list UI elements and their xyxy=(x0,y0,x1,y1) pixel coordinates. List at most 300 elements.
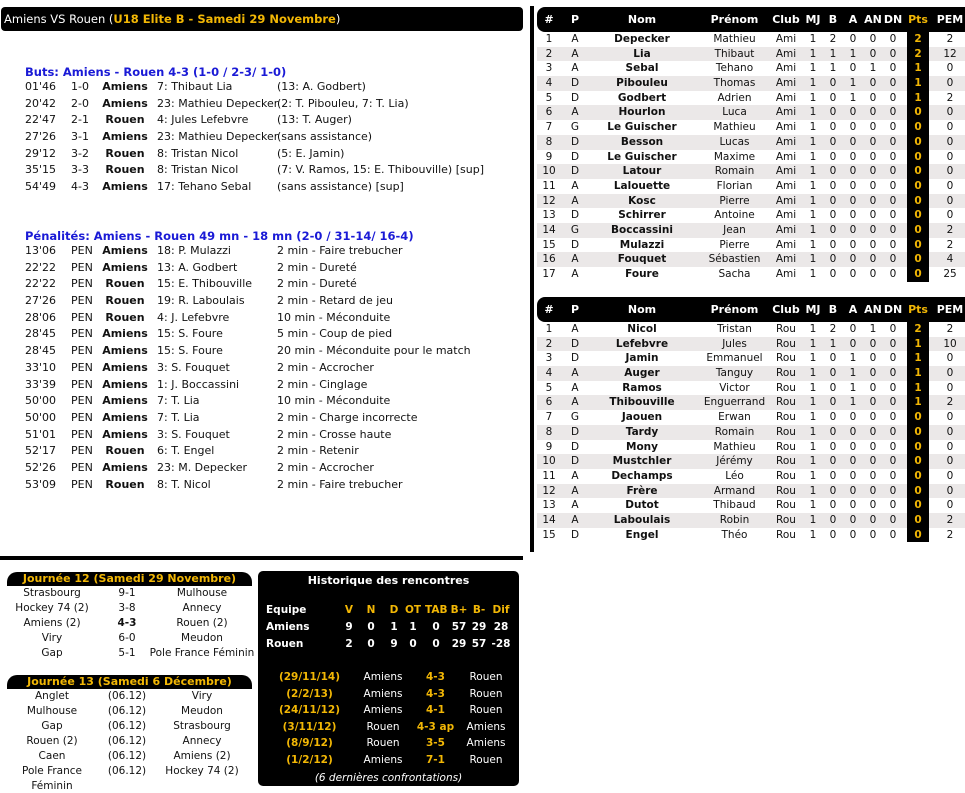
time: 51'01 xyxy=(25,427,57,441)
history-panel xyxy=(258,571,519,786)
dn: 0 xyxy=(889,396,897,409)
assists: 1 xyxy=(849,381,857,394)
last-name: Jaouen xyxy=(621,411,663,424)
points: 1 xyxy=(907,61,929,76)
club: Rou xyxy=(776,411,796,424)
penalty-row xyxy=(25,243,505,260)
position: D xyxy=(570,238,580,251)
time: 13'06 xyxy=(25,244,57,257)
assists: 0 xyxy=(849,209,857,222)
pem: 0 xyxy=(935,425,965,440)
team: Amiens xyxy=(102,410,148,424)
pem: 12 xyxy=(935,47,965,62)
team: Amiens xyxy=(102,327,148,341)
player: 7: Thibaut Lia xyxy=(157,80,233,93)
stat: 1 xyxy=(409,621,417,633)
header-points: Pts xyxy=(908,13,928,26)
club: Rou xyxy=(776,381,796,394)
an: 0 xyxy=(869,513,877,526)
first-name: Lucas xyxy=(719,135,750,148)
score: PEN xyxy=(71,294,93,308)
player: 3: S. Fouquet xyxy=(157,360,230,374)
last-name: Pibouleu xyxy=(616,77,668,90)
team: Rouen xyxy=(105,146,145,160)
pem: 0 xyxy=(935,454,965,469)
last-name: Dutot xyxy=(625,499,659,512)
player-row xyxy=(537,194,965,209)
last-name: Godbert xyxy=(617,91,667,104)
home-team: Pole France Féminin xyxy=(21,765,82,792)
away-team: Rouen xyxy=(469,671,503,683)
time: 01'46 xyxy=(25,80,57,93)
home-team: Mulhouse xyxy=(26,705,78,717)
dn: 0 xyxy=(889,469,897,482)
team: Amiens xyxy=(102,180,148,194)
points: 0 xyxy=(907,410,929,425)
assists: 1 xyxy=(849,47,857,60)
points: 0 xyxy=(907,105,929,120)
first-name: Jules xyxy=(722,337,747,350)
player: 3: S. Fouquet xyxy=(157,427,230,441)
fixture-row xyxy=(7,734,252,749)
last-name: Boccassini xyxy=(611,223,673,236)
club: Rou xyxy=(776,513,796,526)
dn: 0 xyxy=(889,62,897,75)
points: 0 xyxy=(907,469,929,484)
games: 1 xyxy=(809,337,817,350)
an: 0 xyxy=(869,425,877,438)
player-row xyxy=(537,513,965,528)
header-games: MJ xyxy=(805,13,821,26)
games: 1 xyxy=(809,528,817,541)
journee-12 xyxy=(7,572,255,661)
header-number: # xyxy=(544,303,554,316)
points: 0 xyxy=(907,513,929,528)
score: PEN xyxy=(71,427,93,441)
games: 1 xyxy=(809,455,817,468)
header-number: # xyxy=(544,13,554,26)
penalty-row xyxy=(25,427,505,444)
games: 1 xyxy=(809,352,817,365)
position: A xyxy=(571,484,579,497)
assists: 0 xyxy=(849,253,857,266)
team: Amiens xyxy=(102,427,148,441)
amiens-stats-table xyxy=(537,7,965,282)
score: 9-1 xyxy=(118,587,136,599)
stat: -28 xyxy=(491,637,511,650)
games: 1 xyxy=(809,121,817,134)
player-row xyxy=(537,498,965,513)
team: Amiens xyxy=(266,621,310,633)
number: 13 xyxy=(542,499,556,512)
pem: 2 xyxy=(935,395,965,410)
number: 4 xyxy=(545,367,553,380)
goals: 0 xyxy=(829,150,837,163)
last-name: Thibouville xyxy=(609,396,675,409)
first-name: Tristan xyxy=(717,323,752,335)
an: 0 xyxy=(869,33,877,45)
history-game-row xyxy=(258,752,519,769)
first-name: Luca xyxy=(722,106,747,119)
dn: 0 xyxy=(889,253,897,266)
assists: 0 xyxy=(849,411,857,424)
number: 1 xyxy=(545,323,553,335)
assists: 1 xyxy=(849,91,857,104)
pem: 0 xyxy=(935,61,965,76)
history-header xyxy=(258,602,519,619)
number: 7 xyxy=(545,121,553,134)
position: A xyxy=(571,62,579,75)
pem: 2 xyxy=(935,32,965,47)
stat: 9 xyxy=(390,637,398,650)
dn: 0 xyxy=(889,194,897,207)
detail: (5: E. Jamin) xyxy=(277,146,345,160)
games: 1 xyxy=(809,513,817,526)
goals: 0 xyxy=(829,121,837,134)
fixture-row xyxy=(7,749,252,764)
position: A xyxy=(571,33,579,45)
detail: (13: T. Auger) xyxy=(277,113,352,127)
assists: 0 xyxy=(849,135,857,148)
pem: 0 xyxy=(935,208,965,223)
club: Ami xyxy=(775,165,797,178)
team: Rouen xyxy=(105,310,145,324)
pem: 0 xyxy=(935,120,965,135)
games: 1 xyxy=(809,469,817,482)
score: PEN xyxy=(71,410,93,424)
club: Rou xyxy=(776,337,796,350)
detail: 2 min - Accrocher xyxy=(277,460,374,474)
an: 0 xyxy=(869,337,877,350)
pem: 4 xyxy=(935,252,965,267)
last-name: Lalouette xyxy=(613,179,671,192)
score: PEN xyxy=(71,244,93,257)
first-name: Tehano xyxy=(715,62,754,75)
penalty-row xyxy=(25,276,505,293)
dn: 0 xyxy=(889,440,897,453)
pem: 0 xyxy=(935,381,965,396)
club: Rou xyxy=(776,469,796,482)
stat: 0 xyxy=(409,637,417,650)
player-row xyxy=(537,91,965,106)
detail: 5 min - Coup de pied xyxy=(277,327,393,341)
number: 2 xyxy=(545,337,553,350)
points: 0 xyxy=(907,440,929,455)
goals-list xyxy=(25,79,505,196)
points: 0 xyxy=(907,425,929,440)
position: D xyxy=(570,165,580,178)
time: 33'10 xyxy=(25,360,57,374)
score: 1-0 xyxy=(71,80,89,93)
club: Ami xyxy=(775,179,797,192)
score: PEN xyxy=(71,344,93,358)
position: A xyxy=(571,106,579,119)
points: 0 xyxy=(907,179,929,194)
assists: 0 xyxy=(849,337,857,350)
home-team: Rouen xyxy=(366,720,400,733)
goal-row xyxy=(25,129,505,146)
position: A xyxy=(571,253,579,266)
goal-row xyxy=(25,112,505,129)
player-row xyxy=(537,135,965,150)
player-row xyxy=(537,105,965,120)
player: 17: Tehano Sebal xyxy=(157,180,252,194)
goals: 0 xyxy=(829,484,837,497)
assists: 0 xyxy=(849,425,857,438)
header-assists: A xyxy=(848,13,858,26)
header-assists: A xyxy=(848,303,858,316)
score: PEN xyxy=(71,310,93,324)
home-team: Amiens xyxy=(363,687,403,700)
games: 1 xyxy=(809,411,817,424)
vertical-divider xyxy=(530,6,534,552)
points: 0 xyxy=(907,223,929,238)
first-name: Mathieu xyxy=(713,33,756,45)
first-name: Thibaut xyxy=(714,47,755,60)
home-team: Rouen xyxy=(366,737,400,750)
stat: D xyxy=(389,604,399,616)
first-name: Romain xyxy=(714,165,755,178)
fixture-row xyxy=(7,764,252,792)
team: Equipe xyxy=(266,604,307,616)
score: (06.12) xyxy=(107,720,147,732)
last-name: Kosc xyxy=(628,194,656,207)
player: 15: S. Foure xyxy=(157,327,223,341)
an: 0 xyxy=(869,47,877,60)
team: Amiens xyxy=(102,260,148,274)
stat: 0 xyxy=(367,637,375,650)
player-row xyxy=(537,484,965,499)
player-row xyxy=(537,252,965,267)
player-row xyxy=(537,164,965,179)
score: 2-1 xyxy=(71,113,89,127)
number: 9 xyxy=(545,150,553,163)
last-name: Nicol xyxy=(627,323,657,335)
number: 16 xyxy=(542,253,556,266)
dn: 0 xyxy=(889,337,897,350)
stat: B+ xyxy=(450,604,468,616)
last-name: Mustchler xyxy=(612,455,672,468)
points: 2 xyxy=(907,322,929,337)
number: 12 xyxy=(542,194,556,207)
match-title-close: ) xyxy=(335,12,341,26)
header-games: MJ xyxy=(805,303,821,316)
number: 14 xyxy=(542,223,556,236)
detail: (2: T. Pibouleu, 7: T. Lia) xyxy=(277,96,409,110)
dn: 0 xyxy=(889,179,897,192)
points: 0 xyxy=(907,208,929,223)
goals: 1 xyxy=(829,47,837,60)
goals: 0 xyxy=(829,165,837,178)
team: Amiens xyxy=(102,80,148,93)
header-first-name: Prénom xyxy=(710,303,759,316)
first-name: Enguerrand xyxy=(703,396,766,409)
club: Ami xyxy=(775,253,797,266)
number: 8 xyxy=(545,135,553,148)
position: D xyxy=(570,455,580,468)
pem: 2 xyxy=(935,91,965,106)
position: G xyxy=(570,121,580,134)
date: (2/2/13) xyxy=(286,687,333,700)
first-name: Jean xyxy=(723,223,746,236)
penalty-row xyxy=(25,343,505,360)
detail: (sans assistance) [sup] xyxy=(277,180,404,194)
home-team: Amiens xyxy=(363,704,403,717)
games: 1 xyxy=(809,62,817,75)
number: 13 xyxy=(542,209,556,222)
club: Ami xyxy=(775,135,797,148)
penalty-row xyxy=(25,260,505,277)
stat: 28 xyxy=(493,621,509,633)
number: 15 xyxy=(542,238,556,251)
pem: 0 xyxy=(935,194,965,209)
player-row xyxy=(537,469,965,484)
player: 23: Mathieu Depecker xyxy=(157,130,279,144)
player: 23: Mathieu Depecker xyxy=(157,96,279,110)
pem: 25 xyxy=(935,267,965,282)
player: 8: T. Nicol xyxy=(157,477,211,491)
journee-13-title: Journée 13 (Samedi 6 Décembre) xyxy=(7,675,252,689)
team: Rouen xyxy=(105,294,145,308)
fixture-row xyxy=(7,601,252,616)
pem: 2 xyxy=(935,513,965,528)
stat: 0 xyxy=(432,621,440,633)
position: D xyxy=(570,337,580,350)
dn: 0 xyxy=(889,77,897,90)
header-goals: B xyxy=(828,13,838,26)
last-name: Latour xyxy=(622,165,662,178)
position: D xyxy=(570,150,580,163)
penalty-row xyxy=(25,326,505,343)
club: Ami xyxy=(775,91,797,104)
an: 0 xyxy=(869,106,877,119)
games: 1 xyxy=(809,179,817,192)
first-name: Thomas xyxy=(713,77,756,90)
an: 0 xyxy=(869,121,877,134)
first-name: Théo xyxy=(721,528,748,541)
time: 22'22 xyxy=(25,277,57,291)
dn: 0 xyxy=(889,135,897,148)
club: Rou xyxy=(776,396,796,409)
position: D xyxy=(570,528,580,541)
games: 1 xyxy=(809,209,817,222)
score: 4-1 xyxy=(426,704,445,717)
dn: 0 xyxy=(889,268,897,280)
dn: 0 xyxy=(889,425,897,438)
away-team: Annecy xyxy=(182,735,222,747)
score: (06.12) xyxy=(107,735,147,747)
pem: 10 xyxy=(935,337,965,352)
club: Ami xyxy=(775,47,797,60)
last-name: Besson xyxy=(620,135,664,148)
first-name: Antoine xyxy=(714,209,755,222)
assists: 0 xyxy=(849,165,857,178)
club: Rou xyxy=(776,484,796,497)
position: A xyxy=(571,499,579,512)
player: 4: J. Lefebvre xyxy=(157,310,230,324)
player-row xyxy=(537,179,965,194)
player: 23: M. Depecker xyxy=(157,460,247,474)
home-team: Strasbourg xyxy=(23,587,81,599)
dn: 0 xyxy=(889,121,897,134)
points: 0 xyxy=(907,498,929,513)
penalty-row xyxy=(25,443,505,460)
date: (8/9/12) xyxy=(286,737,333,750)
goals: 0 xyxy=(829,194,837,207)
history-game-row xyxy=(258,735,519,752)
dn: 0 xyxy=(889,528,897,541)
points: 0 xyxy=(907,164,929,179)
score: (06.12) xyxy=(107,750,147,762)
away-team: Mulhouse xyxy=(176,587,228,599)
position: D xyxy=(570,440,580,453)
pem: 0 xyxy=(935,351,965,366)
goals: 0 xyxy=(829,223,837,236)
dn: 0 xyxy=(889,33,897,45)
dn: 0 xyxy=(889,484,897,497)
home-team: Viry xyxy=(41,632,63,644)
penalties-list xyxy=(25,243,505,493)
an: 0 xyxy=(869,77,877,90)
points: 0 xyxy=(907,454,929,469)
games: 1 xyxy=(809,238,817,251)
time: 54'49 xyxy=(25,180,57,194)
club: Rou xyxy=(776,499,796,512)
position: A xyxy=(571,513,579,526)
detail: 2 min - Faire trebucher xyxy=(277,244,403,257)
club: Ami xyxy=(775,268,797,280)
goals: 0 xyxy=(829,425,837,438)
stat: TAB xyxy=(425,604,448,616)
score: 4-3 xyxy=(117,617,137,629)
header-pem: PEM xyxy=(936,13,964,26)
position: D xyxy=(570,352,580,365)
number: 3 xyxy=(545,62,553,75)
score: PEN xyxy=(71,277,93,291)
goal-row xyxy=(25,162,505,179)
detail: 10 min - Méconduite xyxy=(277,310,391,324)
score: 3-3 xyxy=(71,163,89,177)
score: 2-0 xyxy=(71,96,89,110)
fixture-row xyxy=(7,719,252,734)
club: Ami xyxy=(775,223,797,236)
away-team: Strasbourg xyxy=(173,720,231,732)
dn: 0 xyxy=(889,367,897,380)
away-team: Meudon xyxy=(181,632,223,644)
player-row xyxy=(537,454,965,469)
score: (06.12) xyxy=(107,690,147,702)
points: 2 xyxy=(907,47,929,62)
away-team: Viry xyxy=(191,690,213,702)
club: Ami xyxy=(775,194,797,207)
games: 1 xyxy=(809,396,817,409)
player-row xyxy=(537,61,965,76)
pem: 0 xyxy=(935,498,965,513)
pem: 0 xyxy=(935,410,965,425)
history-game-row xyxy=(258,686,519,703)
number: 12 xyxy=(542,484,556,497)
position: D xyxy=(570,425,580,438)
penalty-row xyxy=(25,310,505,327)
number: 5 xyxy=(545,91,553,104)
player: 6: T. Engel xyxy=(157,444,215,458)
points: 1 xyxy=(907,337,929,352)
club: Rou xyxy=(776,440,796,453)
assists: 0 xyxy=(849,121,857,134)
goals: 0 xyxy=(829,91,837,104)
match-title-bar xyxy=(1,7,523,31)
an: 0 xyxy=(869,440,877,453)
